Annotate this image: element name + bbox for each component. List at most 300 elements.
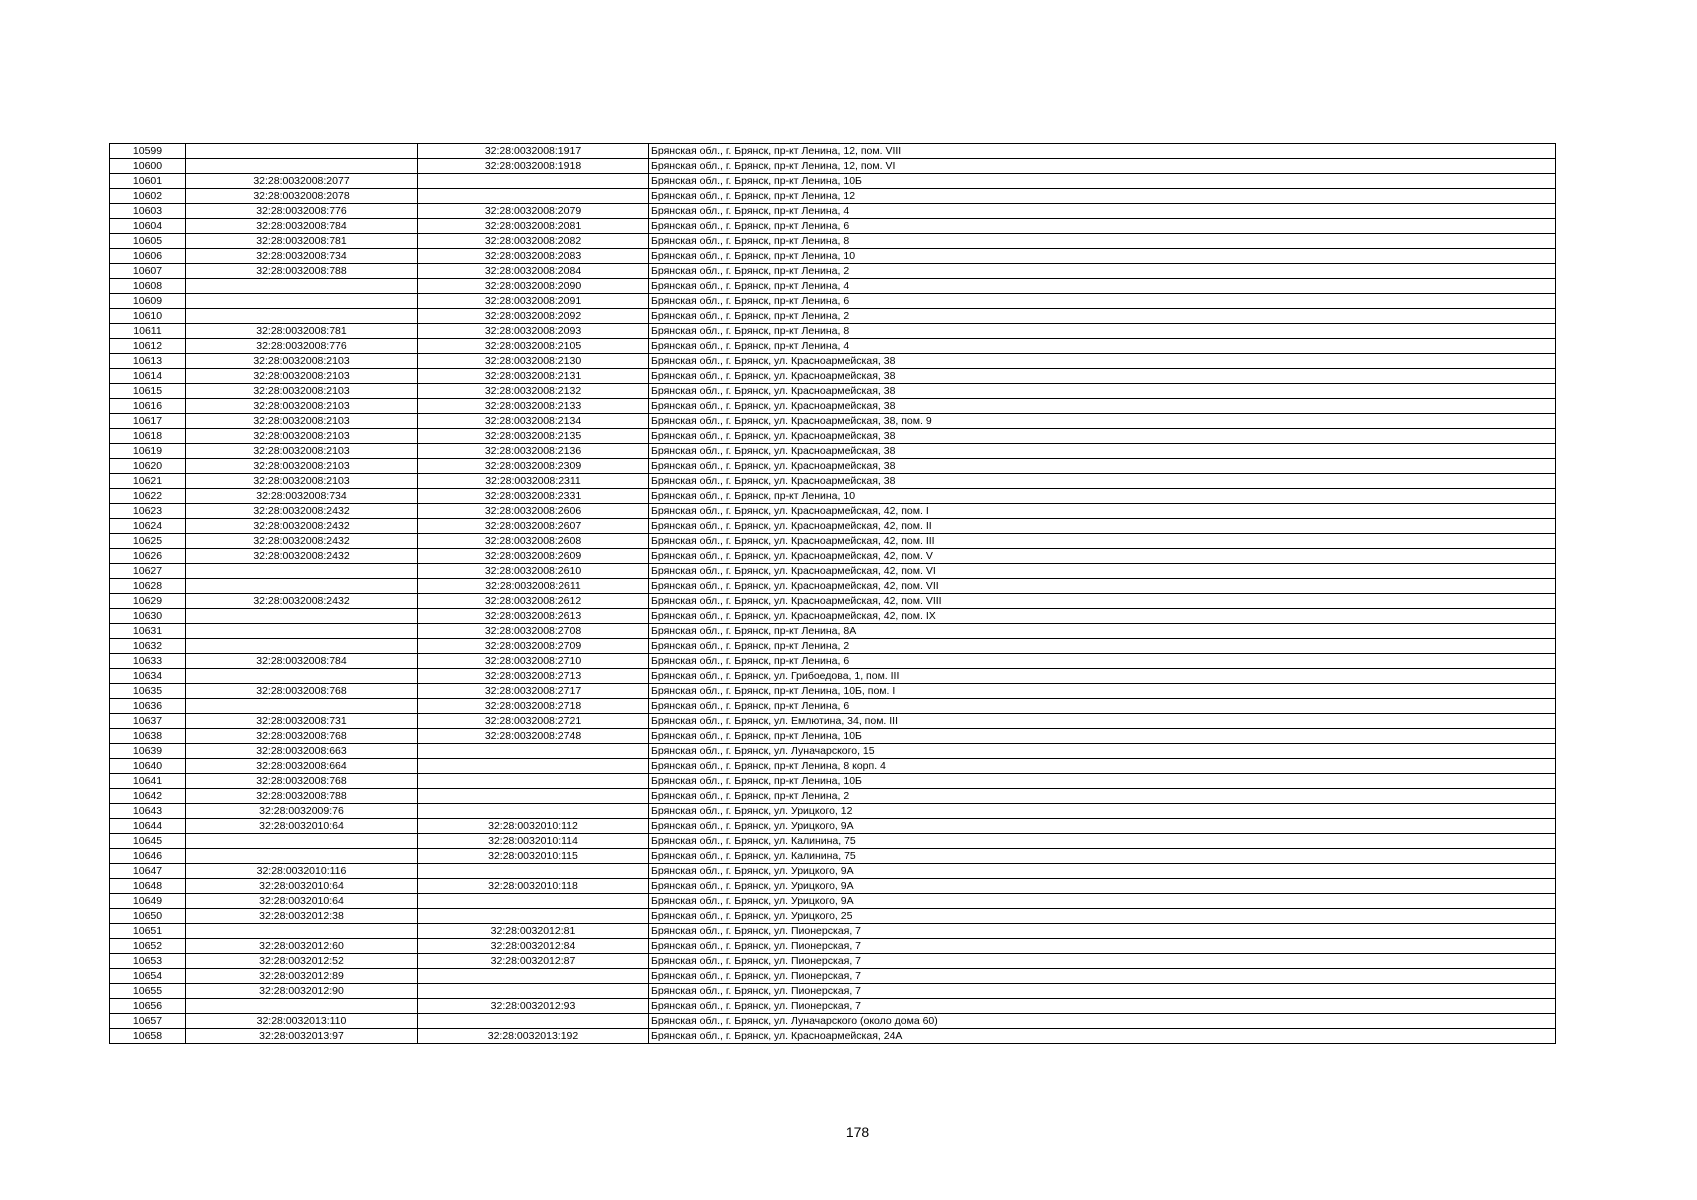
object-cadastral-number-cell: 32:28:0032008:2721 [418,714,649,729]
object-cadastral-number-cell: 32:28:0032010:114 [418,834,649,849]
table-row [110,624,1556,639]
cadastral-number-cell [186,609,418,624]
row-number-cell: 10613 [110,354,186,369]
object-cadastral-number-cell: 32:28:0032010:112 [418,819,649,834]
cadastral-number-cell: 32:28:0032008:2103 [186,444,418,459]
table-row [110,309,1556,324]
table-row [110,699,1556,714]
cadastral-number-cell [186,624,418,639]
cadastral-number-cell [186,144,418,159]
address-cell: Брянская обл., г. Брянск, ул. Красноармейская, 38, пом. 9 [649,414,1556,429]
row-number-cell: 10617 [110,414,186,429]
address-cell: Брянская обл., г. Брянск, ул. Пионерская, 7 [649,984,1556,999]
table-row [110,834,1556,849]
table-row [110,474,1556,489]
row-number-cell: 10647 [110,864,186,879]
row-number-cell: 10619 [110,444,186,459]
cadastral-number-cell: 32:28:0032008:776 [186,339,418,354]
cadastral-number-cell [186,924,418,939]
object-cadastral-number-cell: 32:28:0032008:2131 [418,369,649,384]
row-number-cell: 10632 [110,639,186,654]
cadastral-number-cell: 32:28:0032008:788 [186,264,418,279]
object-cadastral-number-cell: 32:28:0032008:2606 [418,504,649,519]
row-number-cell: 10645 [110,834,186,849]
row-number-cell: 10635 [110,684,186,699]
row-number-cell: 10644 [110,819,186,834]
table-row [110,294,1556,309]
cadastral-number-cell: 32:28:0032008:2103 [186,399,418,414]
cadastral-number-cell: 32:28:0032008:2103 [186,414,418,429]
object-cadastral-number-cell: 32:28:0032008:2607 [418,519,649,534]
address-cell: Брянская обл., г. Брянск, пр-кт Ленина, 8 [649,234,1556,249]
cadastral-number-cell: 32:28:0032008:2432 [186,504,418,519]
address-cell: Брянская обл., г. Брянск, ул. Урицкого, 25 [649,909,1556,924]
address-cell: Брянская обл., г. Брянск, ул. Красноармейская, 42, пом. VI [649,564,1556,579]
object-cadastral-number-cell: 32:28:0032012:93 [418,999,649,1014]
table-row [110,174,1556,189]
row-number-cell: 10628 [110,579,186,594]
object-cadastral-number-cell: 32:28:0032008:2136 [418,444,649,459]
table-row [110,774,1556,789]
object-cadastral-number-cell [418,864,649,879]
cadastral-number-cell: 32:28:0032008:784 [186,219,418,234]
table-row [110,234,1556,249]
table-row [110,534,1556,549]
address-cell: Брянская обл., г. Брянск, пр-кт Ленина, 10Б [649,774,1556,789]
cadastral-number-cell: 32:28:0032012:52 [186,954,418,969]
object-cadastral-number-cell: 32:28:0032008:2093 [418,324,649,339]
cadastral-number-cell [186,309,418,324]
object-cadastral-number-cell [418,894,649,909]
table-row [110,189,1556,204]
address-cell: Брянская обл., г. Брянск, ул. Красноармейская, 38 [649,429,1556,444]
cadastral-number-cell [186,294,418,309]
row-number-cell: 10637 [110,714,186,729]
object-cadastral-number-cell: 32:28:0032008:1918 [418,159,649,174]
cadastral-number-cell: 32:28:0032010:64 [186,894,418,909]
row-number-cell: 10606 [110,249,186,264]
object-cadastral-number-cell: 32:28:0032008:2079 [418,204,649,219]
cadastral-number-cell: 32:28:0032008:2432 [186,549,418,564]
cadastral-number-cell: 32:28:0032008:2432 [186,519,418,534]
row-number-cell: 10623 [110,504,186,519]
table-row [110,594,1556,609]
object-cadastral-number-cell [418,174,649,189]
row-number-cell: 10646 [110,849,186,864]
address-cell: Брянская обл., г. Брянск, пр-кт Ленина, 2 [649,789,1556,804]
cadastral-number-cell [186,159,418,174]
address-cell: Брянская обл., г. Брянск, ул. Красноармейская, 38 [649,369,1556,384]
row-number-cell: 10655 [110,984,186,999]
object-cadastral-number-cell: 32:28:0032008:2608 [418,534,649,549]
cadastral-number-cell: 32:28:0032012:60 [186,939,418,954]
table-row [110,159,1556,174]
object-cadastral-number-cell: 32:28:0032008:2609 [418,549,649,564]
row-number-cell: 10624 [110,519,186,534]
address-cell: Брянская обл., г. Брянск, ул. Грибоедова, 1, пом. III [649,669,1556,684]
table-row [110,879,1556,894]
table-row [110,729,1556,744]
address-cell: Брянская обл., г. Брянск, ул. Красноармейская, 42, пом. II [649,519,1556,534]
object-cadastral-number-cell: 32:28:0032008:2717 [418,684,649,699]
row-number-cell: 10653 [110,954,186,969]
table-row [110,864,1556,879]
address-cell: Брянская обл., г. Брянск, ул. Красноармейская, 42, пом. I [649,504,1556,519]
cadastral-number-cell [186,849,418,864]
property-table [109,143,1556,1044]
address-cell: Брянская обл., г. Брянск, ул. Красноармейская, 42, пом. IX [649,609,1556,624]
address-cell: Брянская обл., г. Брянск, ул. Калинина, 75 [649,834,1556,849]
address-cell: Брянская обл., г. Брянск, пр-кт Ленина, 6 [649,294,1556,309]
address-cell: Брянская обл., г. Брянск, ул. Луначарского (около дома 60) [649,1014,1556,1029]
row-number-cell: 10652 [110,939,186,954]
property-table-body [110,144,1556,1044]
cadastral-number-cell: 32:28:0032008:2432 [186,594,418,609]
row-number-cell: 10658 [110,1029,186,1044]
cadastral-number-cell: 32:28:0032008:781 [186,324,418,339]
address-cell: Брянская обл., г. Брянск, ул. Красноармейская, 42, пом. III [649,534,1556,549]
table-row [110,444,1556,459]
object-cadastral-number-cell: 32:28:0032008:2309 [418,459,649,474]
address-cell: Брянская обл., г. Брянск, ул. Урицкого, 12 [649,804,1556,819]
address-cell: Брянская обл., г. Брянск, ул. Урицкого, 9А [649,894,1556,909]
row-number-cell: 10605 [110,234,186,249]
cadastral-number-cell [186,564,418,579]
table-row [110,384,1556,399]
address-cell: Брянская обл., г. Брянск, ул. Красноармейская, 38 [649,354,1556,369]
row-number-cell: 10603 [110,204,186,219]
table-row [110,579,1556,594]
address-cell: Брянская обл., г. Брянск, ул. Урицкого, 9А [649,864,1556,879]
table-row [110,264,1556,279]
address-cell: Брянская обл., г. Брянск, ул. Луначарского, 15 [649,744,1556,759]
table-row [110,639,1556,654]
address-cell: Брянская обл., г. Брянск, пр-кт Ленина, 2 [649,264,1556,279]
table-row [110,504,1556,519]
address-cell: Брянская обл., г. Брянск, пр-кт Ленина, 6 [649,219,1556,234]
address-cell: Брянская обл., г. Брянск, пр-кт Ленина, 12 [649,189,1556,204]
table-row [110,684,1556,699]
address-cell: Брянская обл., г. Брянск, ул. Красноармейская, 38 [649,474,1556,489]
object-cadastral-number-cell [418,969,649,984]
address-cell: Брянская обл., г. Брянск, пр-кт Ленина, 2 [649,309,1556,324]
table-row [110,999,1556,1014]
cadastral-number-cell: 32:28:0032008:664 [186,759,418,774]
row-number-cell: 10602 [110,189,186,204]
row-number-cell: 10650 [110,909,186,924]
cadastral-number-cell: 32:28:0032008:2077 [186,174,418,189]
address-cell: Брянская обл., г. Брянск, ул. Красноармейская, 42, пом. V [649,549,1556,564]
object-cadastral-number-cell [418,1014,649,1029]
table-row [110,819,1556,834]
cadastral-number-cell [186,669,418,684]
table-row [110,339,1556,354]
object-cadastral-number-cell: 32:28:0032008:2105 [418,339,649,354]
object-cadastral-number-cell: 32:28:0032008:2610 [418,564,649,579]
table-row [110,354,1556,369]
cadastral-number-cell: 32:28:0032008:768 [186,774,418,789]
row-number-cell: 10626 [110,549,186,564]
object-cadastral-number-cell: 32:28:0032012:87 [418,954,649,969]
row-number-cell: 10601 [110,174,186,189]
table-row [110,429,1556,444]
row-number-cell: 10630 [110,609,186,624]
row-number-cell: 10642 [110,789,186,804]
object-cadastral-number-cell: 32:28:0032010:115 [418,849,649,864]
row-number-cell: 10625 [110,534,186,549]
cadastral-number-cell: 32:28:0032008:2432 [186,534,418,549]
table-row [110,564,1556,579]
row-number-cell: 10649 [110,894,186,909]
object-cadastral-number-cell: 32:28:0032008:2133 [418,399,649,414]
object-cadastral-number-cell [418,759,649,774]
row-number-cell: 10607 [110,264,186,279]
row-number-cell: 10608 [110,279,186,294]
row-number-cell: 10633 [110,654,186,669]
object-cadastral-number-cell: 32:28:0032008:2709 [418,639,649,654]
cadastral-number-cell [186,279,418,294]
address-cell: Брянская обл., г. Брянск, пр-кт Ленина, 4 [649,279,1556,294]
table-row [110,324,1556,339]
table-row [110,1014,1556,1029]
table-row [110,144,1556,159]
table-row [110,954,1556,969]
row-number-cell: 10643 [110,804,186,819]
cadastral-number-cell: 32:28:0032012:90 [186,984,418,999]
cadastral-number-cell: 32:28:0032008:784 [186,654,418,669]
object-cadastral-number-cell: 32:28:0032008:2611 [418,579,649,594]
row-number-cell: 10610 [110,309,186,324]
row-number-cell: 10656 [110,999,186,1014]
object-cadastral-number-cell [418,774,649,789]
object-cadastral-number-cell: 32:28:0032008:2708 [418,624,649,639]
table-row [110,279,1556,294]
table-row [110,249,1556,264]
cadastral-number-cell: 32:28:0032008:2103 [186,459,418,474]
cadastral-number-cell: 32:28:0032008:768 [186,729,418,744]
address-cell: Брянская обл., г. Брянск, ул. Красноармейская, 38 [649,384,1556,399]
row-number-cell: 10657 [110,1014,186,1029]
row-number-cell: 10620 [110,459,186,474]
object-cadastral-number-cell: 32:28:0032008:2748 [418,729,649,744]
cadastral-number-cell: 32:28:0032008:2103 [186,354,418,369]
address-cell: Брянская обл., г. Брянск, ул. Красноармейская, 24А [649,1029,1556,1044]
address-cell: Брянская обл., г. Брянск, пр-кт Ленина, 10Б [649,174,1556,189]
row-number-cell: 10634 [110,669,186,684]
address-cell: Брянская обл., г. Брянск, ул. Красноармейская, 42, пом. VIII [649,594,1556,609]
object-cadastral-number-cell: 32:28:0032008:2613 [418,609,649,624]
cadastral-number-cell: 32:28:0032008:734 [186,489,418,504]
row-number-cell: 10641 [110,774,186,789]
cadastral-number-cell: 32:28:0032008:663 [186,744,418,759]
table-row [110,489,1556,504]
table-row [110,744,1556,759]
row-number-cell: 10618 [110,429,186,444]
cadastral-number-cell: 32:28:0032012:38 [186,909,418,924]
row-number-cell: 10654 [110,969,186,984]
object-cadastral-number-cell: 32:28:0032010:118 [418,879,649,894]
object-cadastral-number-cell [418,984,649,999]
row-number-cell: 10629 [110,594,186,609]
object-cadastral-number-cell: 32:28:0032013:192 [418,1029,649,1044]
object-cadastral-number-cell: 32:28:0032008:2311 [418,474,649,489]
object-cadastral-number-cell [418,789,649,804]
cadastral-number-cell [186,699,418,714]
address-cell: Брянская обл., г. Брянск, ул. Красноармейская, 38 [649,444,1556,459]
address-cell: Брянская обл., г. Брянск, пр-кт Ленина, 12, пом. VI [649,159,1556,174]
table-row [110,894,1556,909]
object-cadastral-number-cell: 32:28:0032008:1917 [418,144,649,159]
row-number-cell: 10614 [110,369,186,384]
row-number-cell: 10622 [110,489,186,504]
cadastral-number-cell: 32:28:0032008:788 [186,789,418,804]
address-cell: Брянская обл., г. Брянск, ул. Пионерская, 7 [649,924,1556,939]
address-cell: Брянская обл., г. Брянск, пр-кт Ленина, 10Б, пом. I [649,684,1556,699]
table-row [110,969,1556,984]
object-cadastral-number-cell: 32:28:0032008:2081 [418,219,649,234]
address-cell: Брянская обл., г. Брянск, пр-кт Ленина, 4 [649,204,1556,219]
address-cell: Брянская обл., г. Брянск, ул. Урицкого, 9А [649,879,1556,894]
object-cadastral-number-cell: 32:28:0032008:2090 [418,279,649,294]
table-row [110,399,1556,414]
address-cell: Брянская обл., г. Брянск, пр-кт Ленина, 8 [649,324,1556,339]
row-number-cell: 10651 [110,924,186,939]
table-row [110,849,1556,864]
table-row [110,549,1556,564]
table-row [110,759,1556,774]
row-number-cell: 10609 [110,294,186,309]
address-cell: Брянская обл., г. Брянск, пр-кт Ленина, 8 корп. 4 [649,759,1556,774]
cadastral-number-cell: 32:28:0032013:110 [186,1014,418,1029]
object-cadastral-number-cell: 32:28:0032008:2134 [418,414,649,429]
object-cadastral-number-cell: 32:28:0032008:2331 [418,489,649,504]
object-cadastral-number-cell: 32:28:0032008:2713 [418,669,649,684]
address-cell: Брянская обл., г. Брянск, ул. Красноармейская, 38 [649,399,1556,414]
cadastral-number-cell: 32:28:0032008:734 [186,249,418,264]
cadastral-number-cell: 32:28:0032008:2103 [186,369,418,384]
table-row [110,984,1556,999]
object-cadastral-number-cell: 32:28:0032012:81 [418,924,649,939]
address-cell: Брянская обл., г. Брянск, пр-кт Ленина, 10Б [649,729,1556,744]
cadastral-number-cell: 32:28:0032008:768 [186,684,418,699]
cadastral-number-cell: 32:28:0032008:731 [186,714,418,729]
page-number: 178 [845,1124,870,1140]
cadastral-number-cell: 32:28:0032008:2078 [186,189,418,204]
row-number-cell: 10600 [110,159,186,174]
address-cell: Брянская обл., г. Брянск, ул. Пионерская, 7 [649,999,1556,1014]
table-row [110,804,1556,819]
row-number-cell: 10616 [110,399,186,414]
object-cadastral-number-cell: 32:28:0032008:2083 [418,249,649,264]
object-cadastral-number-cell: 32:28:0032008:2130 [418,354,649,369]
row-number-cell: 10621 [110,474,186,489]
table-row [110,924,1556,939]
cadastral-number-cell [186,999,418,1014]
address-cell: Брянская обл., г. Брянск, пр-кт Ленина, 10 [649,489,1556,504]
table-row [110,714,1556,729]
address-cell: Брянская обл., г. Брянск, ул. Красноармейская, 42, пом. VII [649,579,1556,594]
object-cadastral-number-cell [418,909,649,924]
object-cadastral-number-cell: 32:28:0032008:2718 [418,699,649,714]
row-number-cell: 10611 [110,324,186,339]
row-number-cell: 10599 [110,144,186,159]
cadastral-number-cell: 32:28:0032012:89 [186,969,418,984]
address-cell: Брянская обл., г. Брянск, пр-кт Ленина, 6 [649,699,1556,714]
cadastral-number-cell [186,834,418,849]
cadastral-number-cell: 32:28:0032010:64 [186,819,418,834]
address-cell: Брянская обл., г. Брянск, пр-кт Ленина, 4 [649,339,1556,354]
address-cell: Брянская обл., г. Брянск, пр-кт Ленина, 6 [649,654,1556,669]
table-row [110,369,1556,384]
table-row [110,654,1556,669]
address-cell: Брянская обл., г. Брянск, ул. Пионерская, 7 [649,969,1556,984]
object-cadastral-number-cell: 32:28:0032012:84 [418,939,649,954]
row-number-cell: 10636 [110,699,186,714]
table-row [110,909,1556,924]
cadastral-number-cell [186,639,418,654]
address-cell: Брянская обл., г. Брянск, ул. Емлютина, 34, пом. III [649,714,1556,729]
cadastral-number-cell: 32:28:0032009:76 [186,804,418,819]
row-number-cell: 10627 [110,564,186,579]
object-cadastral-number-cell [418,744,649,759]
table-row [110,939,1556,954]
object-cadastral-number-cell: 32:28:0032008:2132 [418,384,649,399]
object-cadastral-number-cell [418,804,649,819]
object-cadastral-number-cell: 32:28:0032008:2084 [418,264,649,279]
cadastral-number-cell: 32:28:0032008:781 [186,234,418,249]
object-cadastral-number-cell [418,189,649,204]
table-row [110,459,1556,474]
object-cadastral-number-cell: 32:28:0032008:2612 [418,594,649,609]
address-cell: Брянская обл., г. Брянск, ул. Калинина, 75 [649,849,1556,864]
table-row [110,1029,1556,1044]
row-number-cell: 10604 [110,219,186,234]
cadastral-number-cell: 32:28:0032008:776 [186,204,418,219]
table-row [110,669,1556,684]
row-number-cell: 10638 [110,729,186,744]
object-cadastral-number-cell: 32:28:0032008:2091 [418,294,649,309]
table-row [110,414,1556,429]
row-number-cell: 10648 [110,879,186,894]
address-cell: Брянская обл., г. Брянск, пр-кт Ленина, 2 [649,639,1556,654]
object-cadastral-number-cell: 32:28:0032008:2135 [418,429,649,444]
address-cell: Брянская обл., г. Брянск, пр-кт Ленина, 8А [649,624,1556,639]
cadastral-number-cell: 32:28:0032013:97 [186,1029,418,1044]
cadastral-number-cell: 32:28:0032010:116 [186,864,418,879]
table-row [110,219,1556,234]
address-cell: Брянская обл., г. Брянск, ул. Красноармейская, 38 [649,459,1556,474]
cadastral-number-cell: 32:28:0032008:2103 [186,384,418,399]
row-number-cell: 10640 [110,759,186,774]
address-cell: Брянская обл., г. Брянск, пр-кт Ленина, 12, пом. VIII [649,144,1556,159]
table-row [110,789,1556,804]
address-cell: Брянская обл., г. Брянск, ул. Пионерская, 7 [649,954,1556,969]
row-number-cell: 10639 [110,744,186,759]
address-cell: Брянская обл., г. Брянск, ул. Урицкого, 9А [649,819,1556,834]
address-cell: Брянская обл., г. Брянск, ул. Пионерская, 7 [649,939,1556,954]
object-cadastral-number-cell: 32:28:0032008:2710 [418,654,649,669]
row-number-cell: 10615 [110,384,186,399]
cadastral-number-cell: 32:28:0032008:2103 [186,429,418,444]
cadastral-number-cell: 32:28:0032008:2103 [186,474,418,489]
table-row [110,609,1556,624]
cadastral-number-cell [186,579,418,594]
table-row [110,204,1556,219]
address-cell: Брянская обл., г. Брянск, пр-кт Ленина, 10 [649,249,1556,264]
row-number-cell: 10631 [110,624,186,639]
object-cadastral-number-cell: 32:28:0032008:2092 [418,309,649,324]
row-number-cell: 10612 [110,339,186,354]
